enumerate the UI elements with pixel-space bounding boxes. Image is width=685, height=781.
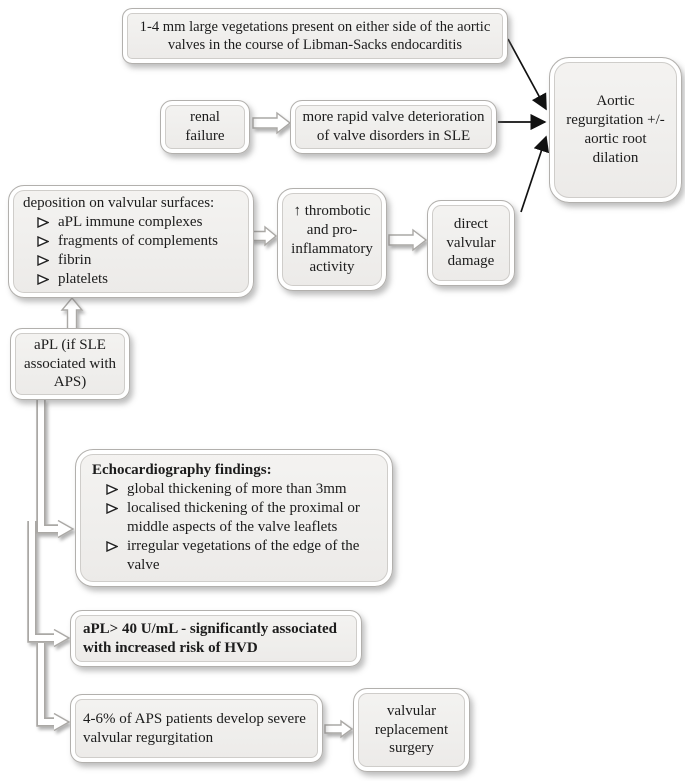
arrow-renal-to-deterioration <box>253 113 290 133</box>
box-apl <box>10 328 130 400</box>
bullet-arrowhead-icon <box>37 236 49 247</box>
box-apl40-text: aPL> 40 U/mL - significantly associated with increased risk of HVD <box>83 620 337 656</box>
box-renal-text: renal failure <box>185 109 225 144</box>
bullet-arrowhead-icon <box>37 217 49 228</box>
elbow-apl-to-echo <box>41 399 73 538</box>
box-thrombotic-activity <box>277 188 387 291</box>
box-replacement-surgery <box>353 688 470 772</box>
box-surgery-text: valvular replacement surgery <box>374 702 449 757</box>
list-item: irregular vegetations of the edge of the valve <box>106 537 377 575</box>
box-vegetations <box>122 8 508 64</box>
list-item: localised thickening of the proximal or middle aspects of the valve leaflets <box>106 499 377 537</box>
box-deposition-title: deposition on valvular surfaces: <box>23 195 215 212</box>
box-deterioration-text: more rapid valve deterioration of valve disorders in SLE <box>302 109 485 144</box>
bullet-arrowhead-icon <box>106 503 118 514</box>
list-item: fragments of complements <box>37 232 218 251</box>
echo-list <box>90 480 377 574</box>
box-aps-regurgitation <box>70 694 323 763</box>
black-arrows <box>498 39 546 212</box>
box-thrombotic-text: ↑ thrombotic and pro-inflammatory activity <box>291 202 373 276</box>
box-damage-text: direct valvular damage <box>446 215 496 270</box>
box-apl40 <box>70 610 362 667</box>
bullet-arrowhead-icon <box>37 274 49 285</box>
box-renal-failure <box>160 100 250 154</box>
list-item: fibrin <box>37 251 218 270</box>
box-aps46-text: 4-6% of APS patients develop severe valvular regurgitation <box>83 710 306 746</box>
box-apl-text: aPL (if SLE associated with APS) <box>23 336 117 391</box>
deposition-list <box>21 213 218 289</box>
arrow-damage-to-aortic <box>521 137 546 212</box>
list-item: aPL immune complexes <box>37 213 218 232</box>
list-item: global thickening of more than 3mm <box>106 480 377 499</box>
elbow-apl-to-apl40 <box>32 521 69 647</box>
elbow-apl-to-aps46 <box>41 643 69 731</box>
box-vegetations-text: 1-4 mm large vegetations present on either side of the aortic valves in the course of Libman-Sacks endocarditis <box>139 18 491 53</box>
elbow-connectors <box>32 399 73 731</box>
box-echo-title: Echocardiography findings: <box>92 462 272 479</box>
box-deposition <box>8 185 254 298</box>
box-aortic-text: Aortic regurgitation +/- aortic root dilation <box>566 93 665 166</box>
arrow-aps46-to-surgery <box>325 721 352 737</box>
box-valve-deterioration <box>290 100 497 154</box>
bullet-arrowhead-icon <box>106 484 118 495</box>
box-valvular-damage <box>427 200 515 286</box>
bullet-arrowhead-icon <box>106 541 118 552</box>
list-item: platelets <box>37 270 218 289</box>
bullet-arrowhead-icon <box>37 255 49 266</box>
arrow-vegetations-to-aortic <box>508 39 546 109</box>
arrow-thrombotic-to-damage <box>389 230 426 250</box>
arrow-deposition-to-thrombotic <box>251 227 276 245</box>
box-aortic-regurgitation <box>549 57 682 203</box>
box-echocardiography <box>75 449 393 587</box>
arrow-apl-up-to-deposition <box>62 298 82 331</box>
